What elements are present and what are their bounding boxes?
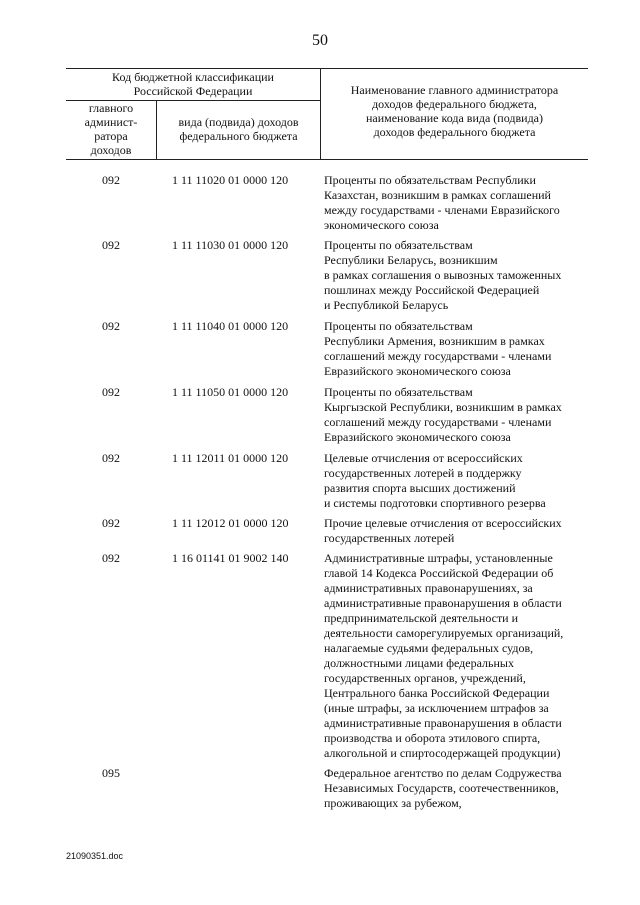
revenue-name (324, 238, 588, 313)
header-col-name-line: наименование кода вида (подвида) (365, 111, 544, 125)
header-col-code (157, 115, 320, 143)
revenue-name-line: Проценты по обязательствам (324, 319, 473, 333)
admin-code: 092 (102, 319, 120, 333)
revenue-name-line: государственных лотерей в поддержку (324, 466, 522, 480)
table-header (66, 68, 588, 160)
revenue-name (324, 451, 588, 511)
revenue-name (324, 551, 588, 761)
revenue-name (324, 173, 588, 233)
revenue-name-line: Проценты по обязательствам (324, 238, 473, 252)
revenue-name-line: и Республикой Беларусь (324, 298, 449, 312)
header-col-name-line: Наименование главного администратора (350, 83, 559, 97)
revenue-code: 1 11 12012 01 0000 120 (172, 516, 289, 530)
revenue-name-line: главой 14 Кодекса Российской Федерации об (324, 566, 554, 580)
revenue-name-line: государственных органов, учреждений, (324, 671, 526, 685)
revenue-name-line: Административные штрафы, установленные (324, 551, 553, 565)
revenue-name-line: административные правонарушения в области (324, 596, 562, 610)
revenue-name-line: развития спорта высших достижений (324, 481, 516, 495)
header-col-admin-line: админист- (84, 115, 138, 129)
revenue-name-line: в рамках соглашения о вывозных таможенных (324, 268, 562, 282)
revenue-name (324, 319, 588, 379)
admin-code: 092 (102, 173, 120, 187)
revenue-name-line: Казахстан, возникшим в рамках соглашений (324, 188, 551, 202)
revenue-code: 1 11 11040 01 0000 120 (172, 319, 289, 333)
admin-code: 092 (102, 451, 120, 465)
revenue-name-line: административных правонарушениях, за (324, 581, 533, 595)
revenue-name-line: налагаемые судьями федеральных судов, (324, 641, 534, 655)
revenue-code: 1 11 11020 01 0000 120 (172, 173, 289, 187)
revenue-name-line: соглашений между государствами - членами (324, 349, 552, 363)
document-filename: 21090351.doc (66, 851, 124, 861)
revenue-name-line: экономического союза (324, 218, 439, 232)
revenue-name (324, 516, 588, 546)
header-col-code-line: вида (подвида) доходов (178, 115, 299, 129)
revenue-name-line: между государствами - членами Евразийского (324, 203, 560, 217)
header-group-title-line: Код бюджетной классификации (112, 70, 274, 84)
revenue-name-line: Республики Беларусь, возникшим (324, 253, 498, 267)
revenue-name (324, 766, 588, 811)
header-col-name-line: доходов федерального бюджета, (372, 97, 537, 111)
revenue-name-line: должностными лицами федеральных (324, 656, 514, 670)
revenue-code: 1 11 11030 01 0000 120 (172, 238, 289, 252)
revenue-name-line: (иные штрафы, за исключением штрафов за (324, 701, 549, 715)
revenue-name-line: алкогольной и спиртосодержащей продукции) (324, 746, 561, 760)
header-col-name-line: доходов федерального бюджета (373, 125, 536, 139)
header-col-admin-line: доходов (90, 143, 132, 157)
revenue-name-line: проживающих за рубежом, (324, 796, 462, 810)
revenue-name-line: производства и оборота этилового спирта, (324, 731, 541, 745)
revenue-name-line: государственных лотерей (324, 531, 455, 545)
revenue-code: 1 11 12011 01 0000 120 (172, 451, 289, 465)
revenue-name-line: Проценты по обязательствам Республики (324, 173, 536, 187)
revenue-name-line: пошлинах между Российской Федерацией (324, 283, 540, 297)
revenue-name-line: и системы подготовки спортивного резерва (324, 496, 546, 510)
header-col-admin (66, 101, 156, 157)
revenue-name-line: Евразийского экономического союза (324, 364, 511, 378)
header-col-code-line: федерального бюджета (179, 129, 298, 143)
revenue-code: 1 11 11050 01 0000 120 (172, 385, 289, 399)
admin-code: 092 (102, 551, 120, 565)
revenue-name-line: Проценты по обязательствам (324, 385, 473, 399)
revenue-name (324, 385, 588, 445)
header-group-title-line: Российской Федерации (133, 84, 253, 98)
header-col-admin-line: главного (88, 101, 134, 115)
revenue-code: 1 16 01141 01 9002 140 (172, 551, 289, 565)
revenue-name-line: деятельности саморегулируемых организаций, (324, 626, 564, 640)
revenue-name-line: Федеральное агентство по делам Содружества (324, 766, 562, 780)
admin-code: 095 (102, 766, 120, 780)
header-col-admin-line: ратора (94, 129, 128, 143)
revenue-name-line: Евразийского экономического союза (324, 430, 511, 444)
admin-code: 092 (102, 516, 120, 530)
revenue-name-line: Прочие целевые отчисления от всероссийских (324, 516, 562, 530)
revenue-name-line: административные правонарушения в области (324, 716, 562, 730)
revenue-name-line: Республики Армения, возникшим в рамках (324, 334, 545, 348)
page-number: 50 (312, 32, 328, 49)
revenue-name-line: Кыргызской Республики, возникшим в рамках (324, 400, 562, 414)
admin-code: 092 (102, 385, 120, 399)
revenue-name-line: Центрального банка Российской Федерации (324, 686, 550, 700)
revenue-name-line: предпринимательской деятельности и (324, 611, 519, 625)
admin-code: 092 (102, 238, 120, 252)
revenue-name-line: Целевые отчисления от всероссийских (324, 451, 523, 465)
revenue-name-line: соглашений между государствами - членами (324, 415, 552, 429)
revenue-name-line: Независимых Государств, соотечественников, (324, 781, 559, 795)
header-group-title (66, 70, 320, 98)
header-col-name (321, 83, 588, 139)
